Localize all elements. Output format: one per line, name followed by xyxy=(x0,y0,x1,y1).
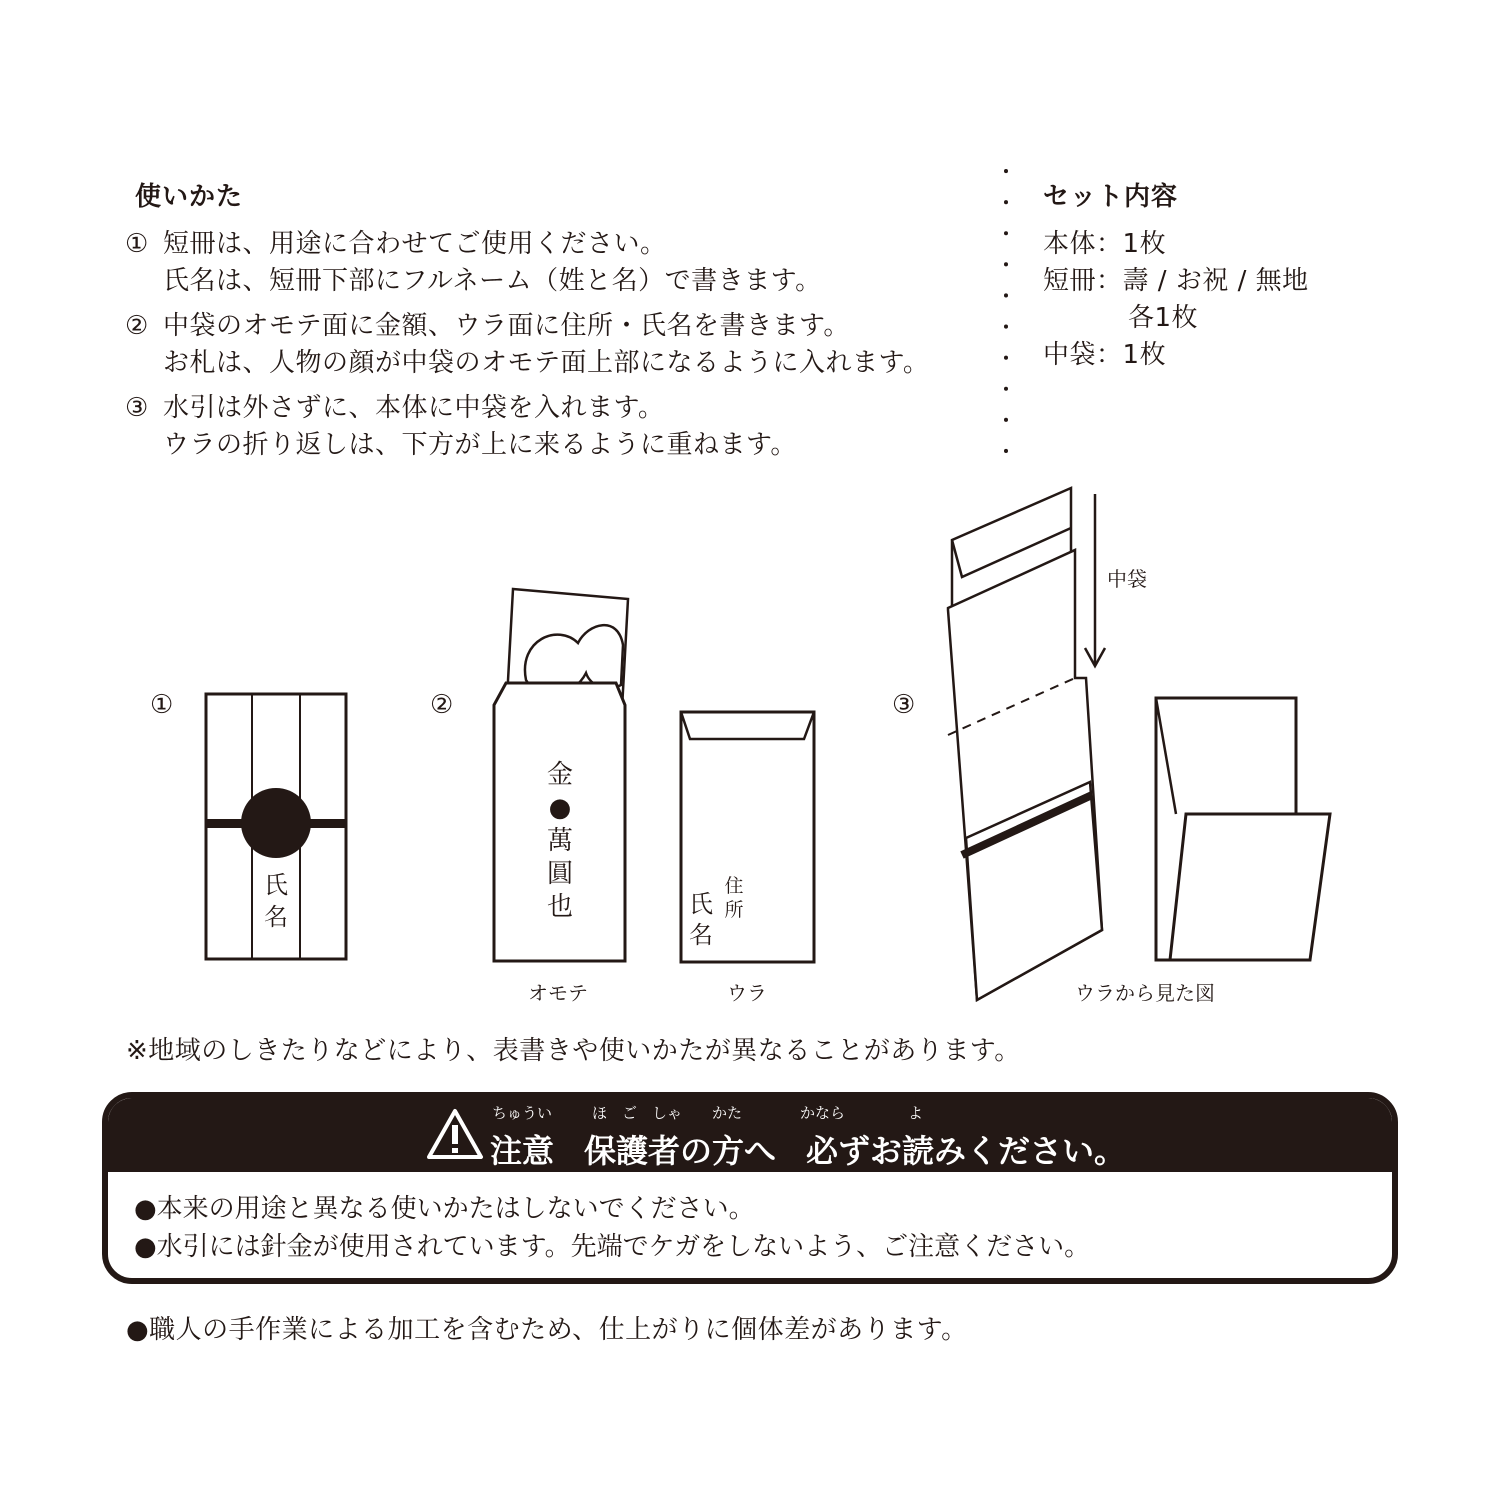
caution-line-1: ●本来の用途と異なる使いかたはしないでください。 xyxy=(134,1194,755,1224)
target-ruby-go: ご xyxy=(622,1104,638,1122)
message-ruby-yo: よ xyxy=(908,1104,924,1122)
figure-2-back-envelope xyxy=(676,707,820,969)
set-item-value: 壽 / お祝 / 無地 xyxy=(1122,266,1309,296)
arrow-label: 中袋 xyxy=(1107,567,1147,591)
set-item-value: 1枚 xyxy=(1122,229,1167,259)
set-item-body xyxy=(1043,226,1166,263)
front-char-2: ● xyxy=(548,793,572,823)
set-item-sep: ： xyxy=(1096,340,1123,370)
caution-target: 保護者の方へ xyxy=(584,1126,776,1177)
figure-2-number: ② xyxy=(430,690,454,720)
step-number: ② xyxy=(125,311,149,341)
set-item-nakabukuro xyxy=(1043,337,1166,374)
target-ruby-sha: しゃ xyxy=(652,1104,683,1122)
usage-heading: 使いかた xyxy=(135,182,244,212)
lower-fold-flap xyxy=(1170,814,1330,960)
dotted-divider xyxy=(998,165,1014,465)
caution-word: 注意 xyxy=(490,1132,555,1170)
step-text-line1: 短冊は、用途に合わせてご使用ください。 xyxy=(163,229,667,259)
figure-3-number: ③ xyxy=(892,690,916,720)
step-text-line2: ウラの折り返しは、下方が上に来るように重ねます。 xyxy=(163,430,797,460)
front-char-5: 也 xyxy=(546,892,574,922)
figure-3-assembly xyxy=(940,480,1120,1010)
step-text-line1: 水引は外さずに、本体に中袋を入れます。 xyxy=(163,393,665,423)
step-text-line1: 中袋のオモテ面に金額、ウラ面に住所・氏名を書きます。 xyxy=(163,311,850,341)
set-item-sep: ： xyxy=(1096,266,1123,296)
figure-1-envelope xyxy=(200,688,352,966)
address-char-1: 住 xyxy=(724,875,744,897)
figure-1-number: ① xyxy=(150,690,174,720)
set-item-label: 中袋 xyxy=(1043,340,1097,370)
step-number: ① xyxy=(125,229,149,259)
caution-header xyxy=(108,1098,1392,1172)
front-char-4: 圓 xyxy=(546,859,574,889)
name-char-1: 氏 xyxy=(264,871,288,899)
address-char-2: 所 xyxy=(724,899,744,921)
set-item-tanzaku xyxy=(1043,263,1309,300)
mizuhiki-knot xyxy=(241,788,311,858)
back-view-caption: ウラから見た図 xyxy=(1075,981,1215,1005)
set-item-label: 本体 xyxy=(1043,229,1097,259)
set-item-sep: ： xyxy=(1096,229,1123,259)
target-ruby-kata: かた xyxy=(712,1104,743,1122)
figure-2-front-envelope xyxy=(488,585,634,970)
name-char-2: 名 xyxy=(689,921,713,949)
front-char-1: 金 xyxy=(546,760,574,790)
step-text-line2: 氏名は、短冊下部にフルネーム（姓と名）で書きます。 xyxy=(163,266,822,296)
set-heading: セット内容 xyxy=(1043,182,1179,212)
name-char-1: 氏 xyxy=(689,890,713,918)
set-item-label: 短冊 xyxy=(1043,266,1097,296)
set-item-tanzaku-count: 各1枚 xyxy=(1128,303,1199,333)
footer-note: ●職人の手作業による加工を含むため、仕上がりに個体差があります。 xyxy=(126,1315,968,1345)
target-ruby-ho: ほ xyxy=(592,1104,608,1122)
step-text-line2: お札は、人物の顔が中袋のオモテ面上部になるように入れます。 xyxy=(163,348,930,378)
caution-word-ruby: ちゅうい xyxy=(492,1104,553,1122)
message-ruby-kanara: かなら xyxy=(800,1104,846,1122)
back-label: ウラ xyxy=(727,981,767,1005)
caution-banner xyxy=(102,1092,1398,1284)
front-label: オモテ xyxy=(528,981,588,1005)
front-char-3: 萬 xyxy=(546,826,574,856)
warning-icon xyxy=(426,1107,484,1161)
regional-note: ※地域のしきたりなどにより、表書きや使いかたが異なることがあります。 xyxy=(126,1036,1021,1066)
caution-message: 必ずお読みください。 xyxy=(806,1126,1126,1177)
set-item-value: 1枚 xyxy=(1122,340,1167,370)
caution-line-2: ●水引には針金が使用されています。先端でケガをしないよう、ご注意ください。 xyxy=(134,1232,1091,1262)
name-char-2: 名 xyxy=(264,903,288,931)
figure-3-back-view xyxy=(1150,692,1336,968)
step-number: ③ xyxy=(125,393,149,423)
